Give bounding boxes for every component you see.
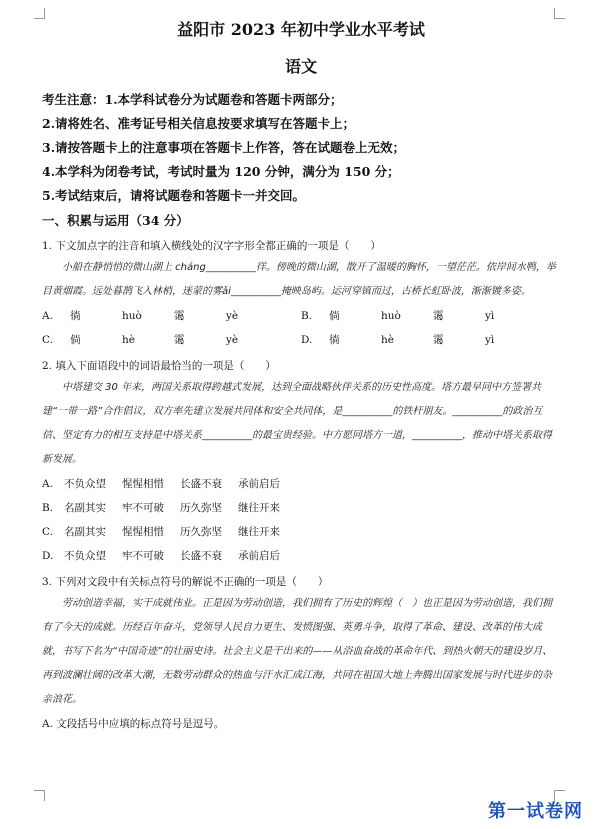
question-1-passage: 小船在静悄悄的微山湖上 cháng__________徉。傍晚的微山湖，散开了温暖的胸怀，一望茫茫。依岸间水鸭，举目黄烟霞。远处暮鹊飞入林梢，迷蒙的雾ǎi__________掩映岛屿。运河穿镇而过，古桥长虹卧波，渐渐镀多姿。 [42,262,556,297]
option-c[interactable]: C. 倘 hè 霭 yè [42,334,239,346]
notice-line: 4.本学科为闭卷考试，考试时量为 120 分钟，满分为 150 分； [42,164,400,179]
option-d[interactable]: D. 不负众望 牢不可破 长盛不衰 承前启后 [42,550,280,562]
question-3-option-a[interactable]: A. 文段括号中应填的标点符号是逗号。 [42,718,225,730]
notice-line: 2.请将姓名、准考证号相关信息按要求填写在答题卡上； [42,116,356,131]
watermark-logo: 第一试卷网 [488,801,583,822]
question-2-stem: 2. 填入下面语段中的词语最恰当的一项是（ ） [42,360,276,372]
notice-line: 3.请按答题卡上的注意事项在答题卡上作答，答在试题卷上无效； [42,140,406,155]
question-3-passage: 劳动创造幸福，实干成就伟业。正是因为劳动创造，我们拥有了历史的辉煌（ ）也正是因为劳动创造，我们拥有了今天的成就。历经百年奋斗，党领导人民自力更生、发愤图强、英勇斗争，取得了革命、建设、改革的伟大成就，书写下名为“中国奇迹”的壮丽史诗。社会主义是干出来的——从浴血奋战的革命年代、到热火朝天的建设岁月、再到波澜壮阔的改革大潮，无数劳动群众的热血与汗水汇成江海，共同在祖国大地上奔腾出国家发展与时代进步的杂亲浪花。 [42,598,553,705]
question-3-stem: 3. 下列对文段中有关标点符号的解说不正确的一项是（ ） [42,576,329,588]
option-a[interactable]: A. 徜 huò 霭 yè [42,310,239,322]
exam-title: 益阳市 2023 年初中学业水平考试 [177,20,425,39]
question-2-options [42,472,560,568]
question-1-stem: 1. 下文加点字的注音和填入横线处的汉字字形全都正确的一项是（ ） [42,240,381,252]
option-d[interactable]: D. 徜 hè 霭 yì [301,334,495,346]
question-2-passage: 中塔建交 30 年来，两国关系取得跨越式发展，达到全面战略伙伴关系的历史性高度。塔方最早同中方签署共建“一带一路”合作倡议，双方率先建立发展共同体和安全共同体，是__________的铁杆朋友。__________的政治互信、坚定有力的相互支持是中塔关系__________的最宝贵经验。中方愿同塔方一道，__________，推动中塔关系取得新发展。 [42,382,552,465]
notice-line: 5.考试结束后，请将试题卷和答题卡一并交回。 [42,188,306,203]
question-1-options [42,304,560,352]
option-c[interactable]: C. 名副其实 惺惺相惜 历久弥坚 继往开来 [42,526,280,538]
option-b[interactable]: B. 名副其实 牢不可破 历久弥坚 继往开来 [42,502,280,514]
crop-mark-bottom-left [34,790,45,801]
section-heading: 一、积累与运用（34 分） [42,213,189,228]
notice-line: 考生注意：1.本学科试卷分为试题卷和答题卡两部分； [42,92,343,107]
exam-notice [42,88,560,208]
exam-page [42,18,560,732]
option-a[interactable]: A. 不负众望 惺惺相惜 长盛不衰 承前启后 [42,478,280,490]
subject-title: 语文 [284,57,317,76]
option-b[interactable]: B. 倘 huò 霭 yì [301,310,495,322]
